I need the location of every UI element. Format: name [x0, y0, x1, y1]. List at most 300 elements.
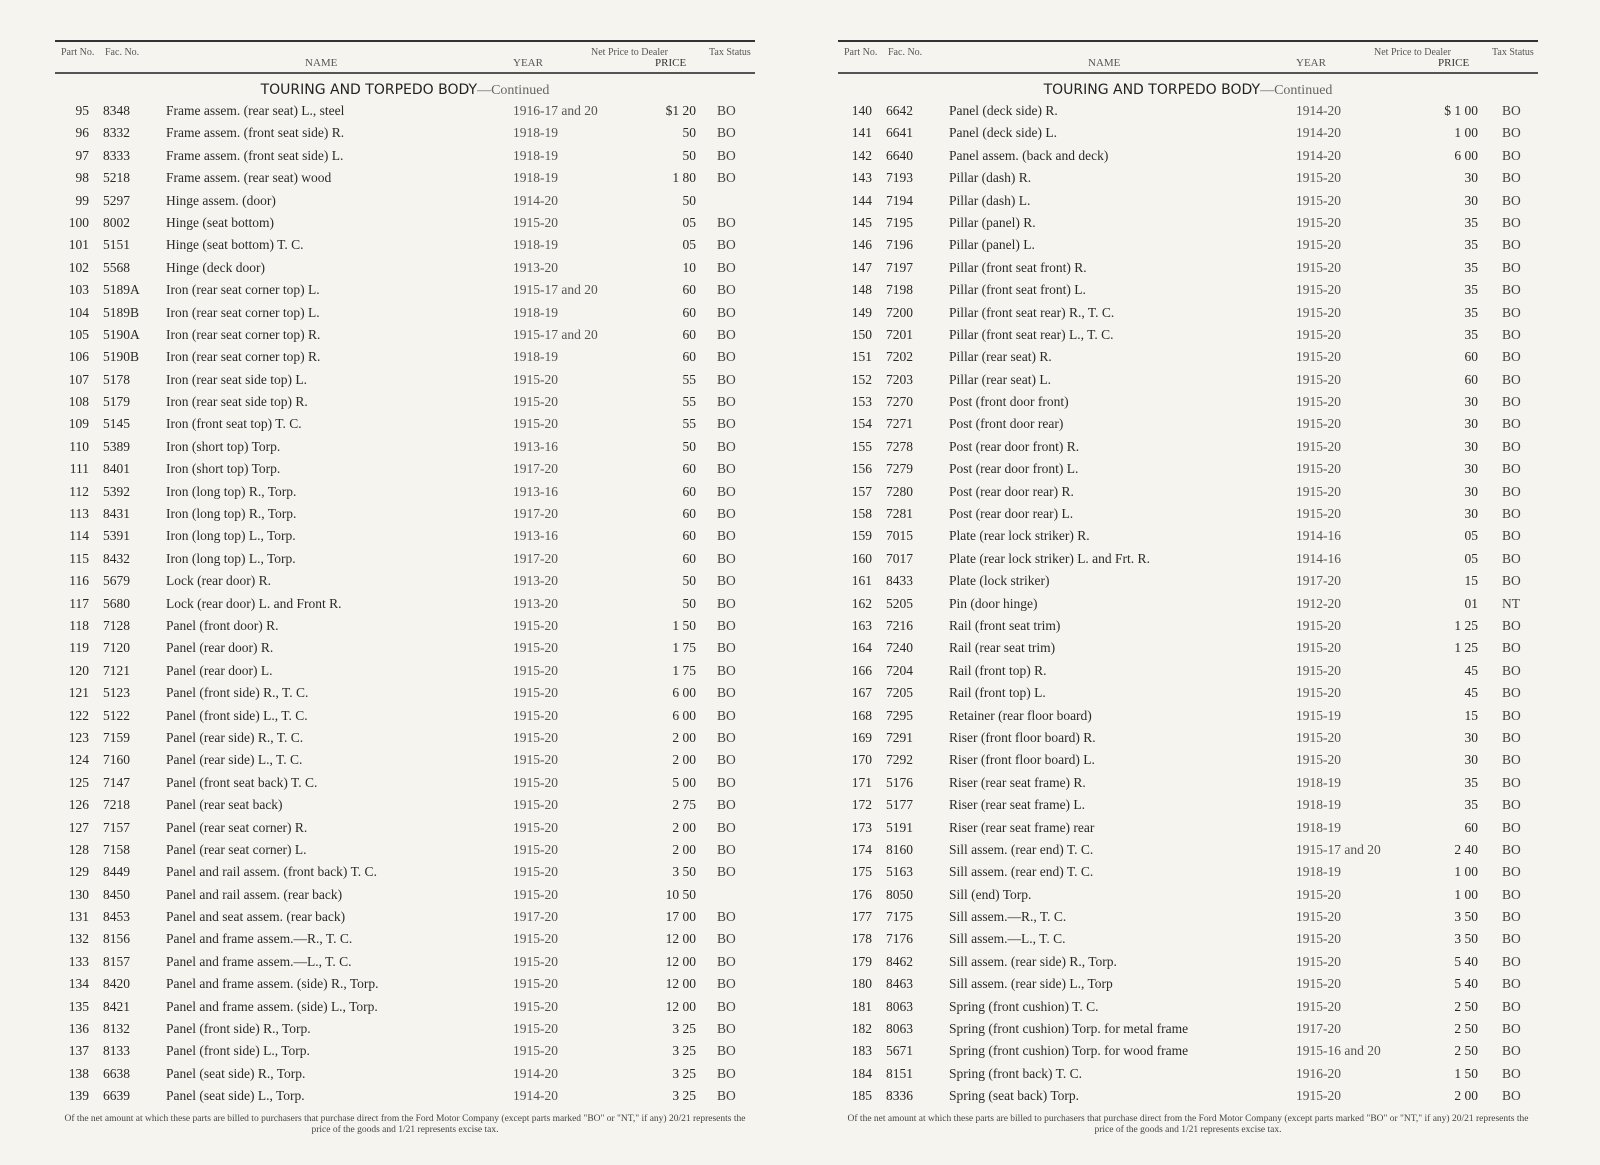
cell-year: 1915-20 — [513, 729, 558, 745]
cell-name: Panel (front door) R. — [166, 617, 279, 633]
cell-fac: 8063 — [886, 998, 913, 1014]
cell-year: 1918-19 — [513, 170, 558, 186]
table-row — [838, 123, 1538, 145]
cell-price: 60 — [1464, 349, 1478, 365]
cell-price: 35 — [1464, 214, 1478, 230]
cell-name: Pillar (front seat rear) R., T. C. — [949, 304, 1115, 320]
cell-tax: BO — [717, 528, 736, 544]
cell-tax: BO — [717, 573, 736, 589]
table-row — [55, 482, 755, 504]
table-row — [838, 1064, 1538, 1086]
cell-tax: BO — [1502, 640, 1521, 656]
col-name: NAME — [305, 57, 338, 69]
cell-fac: 8431 — [103, 506, 130, 522]
cell-price: 35 — [1464, 326, 1478, 342]
cell-fac: 5189A — [103, 282, 140, 298]
col-fac-no: Fac. No. — [105, 47, 140, 58]
table-row — [838, 146, 1538, 168]
cell-name: Panel (rear seat back) — [166, 797, 283, 813]
cell-name: Spring (front back) T. C. — [949, 1065, 1082, 1081]
cell-name: Hinge (deck door) — [166, 259, 265, 275]
cell-name: Lock (rear door) L. and Front R. — [166, 595, 342, 611]
table-row — [838, 370, 1538, 392]
cell-part: 95 — [75, 103, 89, 118]
cell-tax: BO — [717, 752, 736, 768]
cell-tax: BO — [1502, 1043, 1521, 1059]
cell-year: 1916-17 and 20 — [513, 103, 598, 118]
table-row — [55, 370, 755, 392]
cell-part: 178 — [851, 931, 872, 947]
cell-tax: BO — [717, 617, 736, 633]
cell-part: 136 — [68, 1021, 89, 1037]
table-row — [838, 101, 1538, 123]
cell-fac: 8002 — [103, 214, 130, 230]
cell-year: 1917-20 — [1296, 573, 1341, 589]
cell-tax: BO — [1502, 841, 1521, 857]
cell-price: 2 75 — [672, 797, 696, 813]
cell-tax: BO — [717, 774, 736, 790]
cell-part: 169 — [851, 729, 872, 745]
cell-tax: BO — [1502, 573, 1521, 589]
table-row — [838, 929, 1538, 951]
cell-price: 3 50 — [1454, 909, 1478, 925]
cell-fac: 7194 — [886, 192, 913, 208]
table-row — [55, 347, 755, 369]
cell-tax: BO — [717, 1021, 736, 1037]
cell-name: Pillar (panel) L. — [949, 237, 1035, 253]
cell-tax: BO — [1502, 394, 1521, 410]
cell-part: 116 — [69, 573, 89, 589]
cell-name: Lock (rear door) R. — [166, 573, 271, 589]
cell-name: Rail (front seat trim) — [949, 617, 1061, 633]
cell-name: Rail (rear seat trim) — [949, 640, 1056, 656]
cell-year: 1915-20 — [513, 416, 558, 432]
cell-part: 147 — [851, 259, 872, 275]
table-row — [55, 1064, 755, 1086]
cell-part: 132 — [68, 931, 89, 947]
table-row — [838, 347, 1538, 369]
cell-fac: 5680 — [103, 595, 130, 611]
table-row — [838, 437, 1538, 459]
cell-fac: 5391 — [103, 528, 130, 544]
cell-part: 118 — [69, 617, 89, 633]
cell-part: 150 — [851, 326, 872, 342]
table-row — [838, 818, 1538, 840]
cell-price: 35 — [1464, 304, 1478, 320]
cell-year: 1915-20 — [513, 819, 558, 835]
cell-part: 129 — [68, 864, 89, 880]
cell-fac: 8432 — [103, 550, 130, 566]
cell-fac: 8420 — [103, 976, 130, 992]
cell-year: 1915-20 — [1296, 886, 1341, 902]
cell-part: 143 — [851, 170, 872, 186]
cell-year: 1915-20 — [513, 214, 558, 230]
cell-name: Pillar (front seat rear) L., T. C. — [949, 326, 1114, 342]
cell-price: 3 25 — [672, 1043, 696, 1059]
cell-price: 6 00 — [672, 707, 696, 723]
table-row — [55, 303, 755, 325]
cell-year: 1915-20 — [1296, 685, 1341, 701]
cell-tax: BO — [717, 282, 736, 298]
cell-tax: BO — [1502, 550, 1521, 566]
cell-name: Panel and frame assem. (side) R., Torp. — [166, 976, 379, 992]
cell-fac: 7195 — [886, 214, 913, 230]
cell-name: Iron (front seat top) T. C. — [166, 416, 302, 432]
cell-price: 60 — [682, 483, 696, 499]
cell-part: 177 — [851, 909, 872, 925]
cell-year: 1914-16 — [1296, 550, 1341, 566]
col-part-no: Part No. — [61, 47, 95, 58]
cell-name: Iron (rear seat corner top) L. — [166, 282, 320, 298]
cell-price: 05 — [1464, 550, 1478, 566]
cell-part: 131 — [68, 909, 89, 925]
cell-fac: 7198 — [886, 282, 913, 298]
cell-part: 151 — [851, 349, 872, 365]
cell-fac: 5122 — [103, 707, 130, 723]
cell-fac: 8156 — [103, 931, 130, 947]
cell-tax: BO — [1502, 259, 1521, 275]
section-title-text: TOURING AND TORPEDO BODY — [260, 82, 478, 98]
cell-tax: BO — [1502, 438, 1521, 454]
cell-year: 1915-16 and 20 — [1296, 1043, 1381, 1059]
cell-year: 1913-16 — [513, 528, 558, 544]
cell-year: 1915-17 and 20 — [513, 282, 598, 298]
cell-tax: BO — [717, 170, 736, 186]
table-row — [838, 325, 1538, 347]
cell-name: Post (rear door rear) L. — [949, 506, 1074, 522]
cell-year: 1914-20 — [513, 192, 558, 208]
cell-year: 1918-19 — [513, 147, 558, 163]
cell-year: 1915-20 — [1296, 170, 1341, 186]
cell-year: 1915-20 — [1296, 214, 1341, 230]
cell-part: 180 — [851, 976, 872, 992]
cell-price: 15 — [1464, 707, 1478, 723]
cell-tax: BO — [1502, 729, 1521, 745]
table-row — [838, 974, 1538, 996]
cell-name: Panel assem. (back and deck) — [949, 147, 1109, 163]
cell-part: 127 — [68, 819, 89, 835]
cell-name: Hinge (seat bottom) — [166, 214, 274, 230]
cell-price: 60 — [682, 282, 696, 298]
cell-name: Panel and rail assem. (rear back) — [166, 886, 343, 902]
cell-fac: 5189B — [103, 304, 140, 320]
cell-tax: BO — [1502, 506, 1521, 522]
column-header — [838, 40, 1538, 74]
cell-year: 1915-20 — [513, 707, 558, 723]
cell-tax: BO — [717, 953, 736, 969]
cell-year: 1915-20 — [1296, 192, 1341, 208]
cell-tax: BO — [717, 595, 736, 611]
table-row — [838, 661, 1538, 683]
cell-price: 45 — [1464, 685, 1478, 701]
table-row — [55, 1086, 755, 1108]
cell-name: Panel and frame assem.—L., T. C. — [166, 953, 352, 969]
cell-year: 1915-20 — [1296, 237, 1341, 253]
section-continued: —Continued — [477, 83, 550, 98]
cell-year: 1915-20 — [513, 640, 558, 656]
cell-fac: 5179 — [103, 394, 130, 410]
table-row — [838, 728, 1538, 750]
cell-year: 1915-20 — [1296, 259, 1341, 275]
cell-year: 1915-20 — [1296, 304, 1341, 320]
cell-price: 1 50 — [1454, 1065, 1478, 1081]
cell-year: 1915-20 — [1296, 662, 1341, 678]
cell-fac: 8151 — [886, 1065, 913, 1081]
cell-part: 137 — [68, 1043, 89, 1059]
cell-price: 35 — [1464, 797, 1478, 813]
cell-fac: 8157 — [103, 953, 130, 969]
cell-price: 60 — [682, 506, 696, 522]
cell-name: Riser (front floor board) L. — [949, 752, 1095, 768]
cell-fac: 7281 — [886, 506, 913, 522]
cell-price: 50 — [682, 595, 696, 611]
cell-tax: BO — [1502, 617, 1521, 633]
cell-part: 140 — [851, 103, 872, 118]
cell-part: 144 — [851, 192, 872, 208]
cell-price: 60 — [682, 349, 696, 365]
cell-price: 2 00 — [672, 841, 696, 857]
section-title-text: TOURING AND TORPEDO BODY — [1043, 82, 1261, 98]
cell-fac: 7270 — [886, 394, 913, 410]
table-row — [55, 526, 755, 548]
parts-table — [55, 101, 755, 1109]
cell-price: 6 00 — [672, 685, 696, 701]
cell-price: 60 — [682, 304, 696, 320]
cell-year: 1915-20 — [1296, 976, 1341, 992]
cell-fac: 8401 — [103, 461, 130, 477]
cell-year: 1915-20 — [513, 685, 558, 701]
cell-year: 1915-20 — [513, 841, 558, 857]
cell-part: 138 — [68, 1065, 89, 1081]
table-row — [55, 437, 755, 459]
cell-part: 161 — [851, 573, 872, 589]
cell-tax: BO — [1502, 998, 1521, 1014]
table-row — [838, 303, 1538, 325]
cell-price: 50 — [682, 573, 696, 589]
cell-part: 160 — [851, 550, 872, 566]
cell-price: 12 00 — [665, 953, 696, 969]
cell-part: 125 — [68, 774, 89, 790]
cell-part: 115 — [69, 550, 89, 566]
cell-name: Spring (seat back) Torp. — [949, 1088, 1080, 1104]
cell-year: 1913-20 — [513, 259, 558, 275]
cell-price: 1 00 — [1454, 886, 1478, 902]
cell-price: 12 00 — [665, 931, 696, 947]
table-row — [55, 258, 755, 280]
cell-name: Panel (rear side) R., T. C. — [166, 729, 304, 745]
cell-fac: 7204 — [886, 662, 913, 678]
cell-name: Plate (rear lock striker) L. and Frt. R. — [949, 550, 1150, 566]
table-row — [838, 258, 1538, 280]
cell-part: 121 — [68, 685, 89, 701]
cell-fac: 5679 — [103, 573, 130, 589]
cell-tax: BO — [1502, 282, 1521, 298]
cell-price: 30 — [1464, 394, 1478, 410]
cell-part: 130 — [68, 886, 89, 902]
cell-year: 1914-20 — [1296, 125, 1341, 141]
cell-tax: BO — [717, 998, 736, 1014]
cell-fac: 7203 — [886, 371, 913, 387]
cell-price: 15 — [1464, 573, 1478, 589]
cell-tax: BO — [717, 394, 736, 410]
cell-year: 1913-16 — [513, 483, 558, 499]
cell-name: Iron (long top) L., Torp. — [166, 528, 296, 544]
cell-name: Post (front door front) — [949, 394, 1069, 410]
cell-fac: 5205 — [886, 595, 913, 611]
cell-year: 1917-20 — [513, 550, 558, 566]
cell-price: 2 00 — [672, 752, 696, 768]
cell-year: 1914-20 — [513, 1065, 558, 1081]
cell-name: Panel (front side) L., Torp. — [166, 1043, 310, 1059]
cell-part: 142 — [851, 147, 872, 163]
cell-part: 126 — [68, 797, 89, 813]
cell-tax: BO — [717, 550, 736, 566]
table-row — [55, 191, 755, 213]
cell-price: 10 50 — [665, 886, 696, 902]
cell-name: Panel (seat side) R., Torp. — [166, 1065, 306, 1081]
cell-year: 1915-20 — [513, 371, 558, 387]
cell-fac: 8063 — [886, 1021, 913, 1037]
cell-fac: 6640 — [886, 147, 913, 163]
cell-price: $ 1 00 — [1444, 103, 1478, 118]
cell-tax: BO — [1502, 371, 1521, 387]
cell-part: 123 — [68, 729, 89, 745]
cell-name: Panel and rail assem. (front back) T. C. — [166, 864, 377, 880]
cell-part: 102 — [68, 259, 89, 275]
cell-price: 2 50 — [1454, 998, 1478, 1014]
cell-year: 1915-20 — [1296, 953, 1341, 969]
cell-price: 50 — [682, 192, 696, 208]
cell-tax: BO — [717, 1088, 736, 1104]
cell-part: 145 — [851, 214, 872, 230]
cell-name: Sill (end) Torp. — [949, 886, 1032, 902]
table-row — [838, 392, 1538, 414]
table-row — [838, 638, 1538, 660]
cell-year: 1915-20 — [1296, 394, 1341, 410]
footnote: Of the net amount at which these parts are billed to purchasers that purchase direct from the Ford Motor Company (except parts marked "BO" or "NT," if any) 20/21 represents the price of the goods and 1/21 represents excise tax. — [847, 1114, 1529, 1135]
cell-name: Riser (rear seat frame) rear — [949, 819, 1095, 835]
col-net-price: Net Price to Dealer — [591, 47, 668, 58]
cell-tax: BO — [717, 237, 736, 253]
table-row — [838, 235, 1538, 257]
cell-fac: 8421 — [103, 998, 130, 1014]
table-row — [55, 123, 755, 145]
cell-fac: 8332 — [103, 125, 130, 141]
cell-part: 107 — [68, 371, 89, 387]
cell-price: 35 — [1464, 237, 1478, 253]
cell-tax: BO — [1502, 483, 1521, 499]
cell-fac: 5297 — [103, 192, 130, 208]
cell-price: 1 00 — [1454, 125, 1478, 141]
cell-year: 1915-17 and 20 — [1296, 841, 1381, 857]
cell-name: Iron (rear seat side top) L. — [166, 371, 307, 387]
cell-year: 1915-20 — [513, 797, 558, 813]
table-row — [55, 773, 755, 795]
cell-year: 1915-20 — [1296, 998, 1341, 1014]
cell-tax: BO — [1502, 662, 1521, 678]
cell-part: 99 — [75, 192, 89, 208]
cell-fac: 8333 — [103, 147, 130, 163]
cell-tax: BO — [1502, 528, 1521, 544]
cell-fac: 7128 — [103, 617, 130, 633]
cell-fac: 7160 — [103, 752, 130, 768]
cell-fac: 7197 — [886, 259, 913, 275]
cell-fac: 5178 — [103, 371, 130, 387]
table-row — [838, 571, 1538, 593]
cell-name: Iron (rear seat side top) R. — [166, 394, 308, 410]
cell-fac: 6642 — [886, 103, 913, 118]
cell-year: 1915-20 — [513, 886, 558, 902]
cell-part: 173 — [851, 819, 872, 835]
cell-fac: 7193 — [886, 170, 913, 186]
cell-price: 1 80 — [672, 170, 696, 186]
cell-tax: BO — [717, 1065, 736, 1081]
cell-fac: 7218 — [103, 797, 130, 813]
table-row — [55, 818, 755, 840]
cell-tax: BO — [717, 371, 736, 387]
cell-tax: BO — [1502, 752, 1521, 768]
cell-year: 1917-20 — [1296, 1021, 1341, 1037]
cell-year: 1918-19 — [513, 349, 558, 365]
cell-part: 117 — [69, 595, 89, 611]
cell-name: Pillar (dash) R. — [949, 170, 1032, 186]
cell-price: 60 — [1464, 371, 1478, 387]
cell-price: 05 — [1464, 528, 1478, 544]
cell-name: Panel and seat assem. (rear back) — [166, 909, 346, 925]
cell-year: 1915-20 — [1296, 282, 1341, 298]
cell-part: 154 — [851, 416, 872, 432]
cell-fac: 7271 — [886, 416, 913, 432]
cell-name: Iron (short top) Torp. — [166, 438, 281, 454]
cell-year: 1918-19 — [1296, 819, 1341, 835]
cell-tax: BO — [717, 931, 736, 947]
cell-price: 2 40 — [1454, 841, 1478, 857]
cell-price: 30 — [1464, 752, 1478, 768]
cell-tax: BO — [1502, 192, 1521, 208]
cell-year: 1918-19 — [513, 125, 558, 141]
cell-name: Panel (rear door) R. — [166, 640, 274, 656]
cell-price: 30 — [1464, 416, 1478, 432]
cell-name: Panel (rear door) L. — [166, 662, 273, 678]
footnote: Of the net amount at which these parts are billed to purchasers that purchase direct from the Ford Motor Company (except parts marked "BO" or "NT," if any) 20/21 represents the price of the goods and 1/21 represents excise tax. — [64, 1114, 746, 1135]
cell-price: 60 — [682, 461, 696, 477]
cell-fac: 7176 — [886, 931, 913, 947]
cell-part: 139 — [68, 1088, 89, 1104]
cell-part: 111 — [69, 461, 89, 477]
cell-part: 156 — [851, 461, 872, 477]
cell-year: 1918-19 — [1296, 774, 1341, 790]
table-row — [55, 795, 755, 817]
parts-table — [838, 101, 1538, 1109]
cell-fac: 5151 — [103, 237, 130, 253]
cell-fac: 6638 — [103, 1065, 130, 1081]
table-row — [55, 280, 755, 302]
cell-price: 5 40 — [1454, 953, 1478, 969]
table-row — [55, 101, 755, 123]
cell-part: 155 — [851, 438, 872, 454]
table-row — [55, 168, 755, 190]
cell-price: 60 — [682, 326, 696, 342]
cell-part: 103 — [68, 282, 89, 298]
cell-fac: 7157 — [103, 819, 130, 835]
cell-year: 1917-20 — [513, 909, 558, 925]
cell-price: 50 — [682, 147, 696, 163]
cell-name: Panel (rear seat corner) L. — [166, 841, 307, 857]
cell-price: 2 50 — [1454, 1021, 1478, 1037]
cell-price: 30 — [1464, 461, 1478, 477]
cell-tax: BO — [1502, 864, 1521, 880]
section-title — [838, 82, 1538, 99]
